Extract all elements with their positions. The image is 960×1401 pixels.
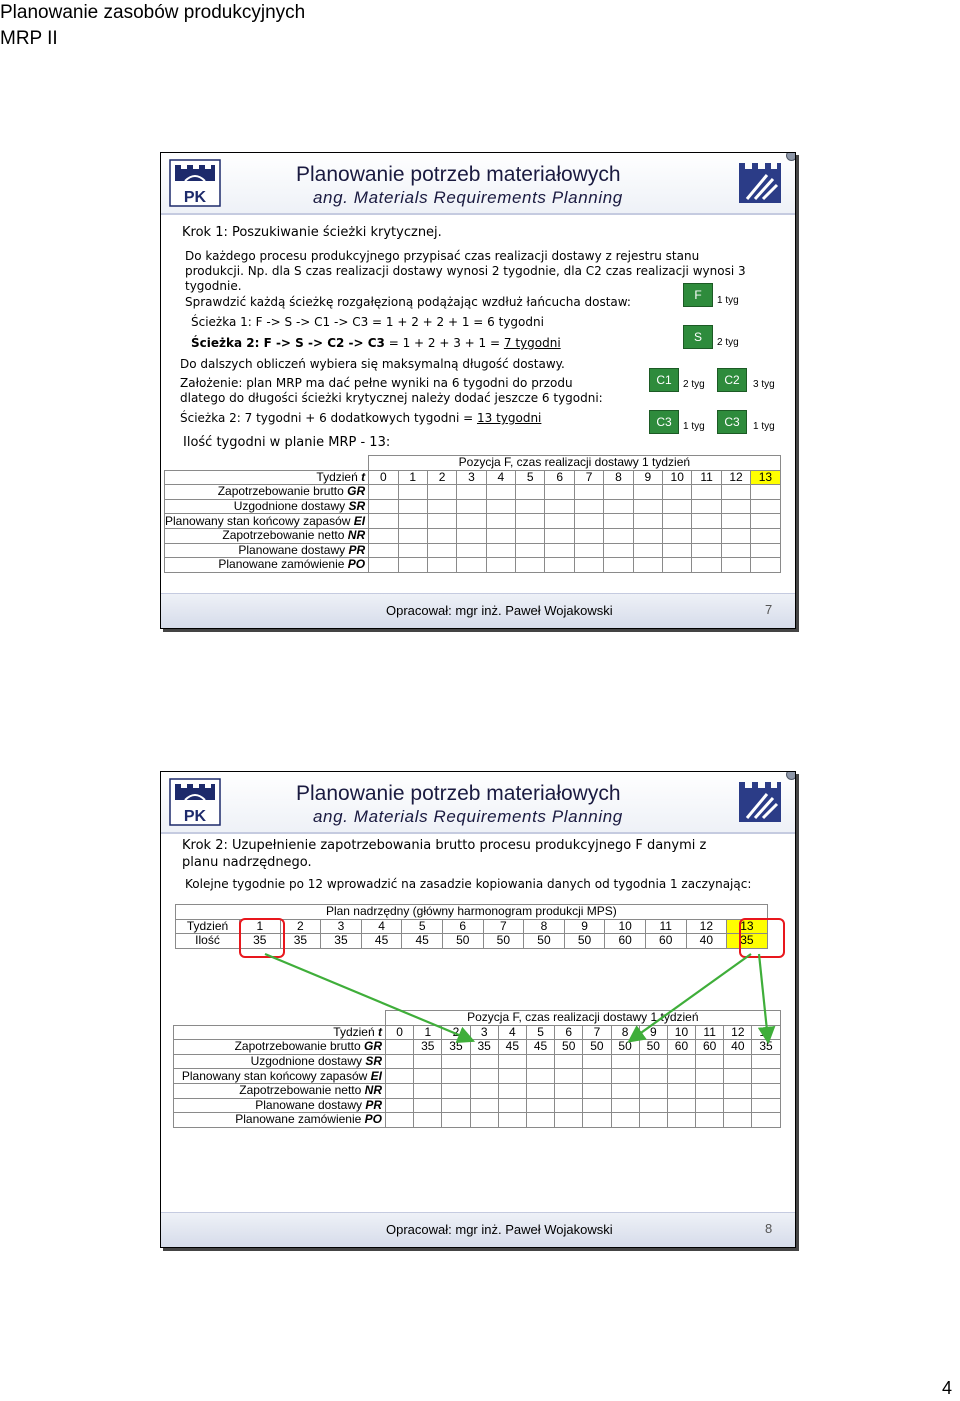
gross-cell: 50 <box>639 1040 667 1055</box>
qty-cell: 35 <box>280 934 321 949</box>
qty-cell: 35 <box>321 934 362 949</box>
slide-number: 7 <box>765 602 773 617</box>
table-row <box>165 528 781 543</box>
author-credit: Opracował: mgr inż. Paweł Wojakowski <box>386 1222 613 1237</box>
lead-time: 2 tyg <box>683 379 705 390</box>
week-cell: 1 <box>398 470 427 485</box>
week-cell: 1 <box>414 1025 442 1040</box>
table-caption: Pozycja F, czas realizacji dostawy 1 tydzień <box>369 456 780 471</box>
slide-number: 8 <box>765 1221 773 1236</box>
week-cell: 7 <box>574 470 603 485</box>
row-label: Zapotrzebowanie brutto GR <box>174 1040 386 1055</box>
qty-cell: 35 <box>240 934 281 949</box>
copy-arrow <box>631 954 751 1040</box>
lead-time: 3 tyg <box>753 379 775 390</box>
qty-cell: 50 <box>524 934 565 949</box>
path-2 <box>191 336 561 350</box>
gross-cell: 45 <box>526 1040 554 1055</box>
table-row <box>165 485 781 500</box>
qty-cell: 60 <box>645 934 686 949</box>
pk-logo-icon <box>169 159 221 207</box>
author-credit: Opracował: mgr inż. Paweł Wojakowski <box>386 603 613 618</box>
node-c3: C3 <box>717 410 747 434</box>
row-label: Tydzień <box>176 919 240 934</box>
week-cell: 8 <box>604 470 633 485</box>
svg-text:PK: PK <box>183 189 207 206</box>
paragraph-line: Kolejne tygodnie po 12 wprowadzić na zasadzie kopiowania danych od tygodnia 1 zaczynając: <box>185 877 752 891</box>
lead-time: 2 tyg <box>717 337 739 348</box>
row-label: Planowane dostawy PR <box>174 1098 386 1113</box>
gross-cell: 35 <box>752 1040 780 1055</box>
row-label: Tydzień t <box>165 470 369 485</box>
row-label: Zapotrzebowanie brutto GR <box>165 485 369 500</box>
qty-cell: 50 <box>442 934 483 949</box>
slide-footer <box>161 593 795 628</box>
gross-cell: 60 <box>667 1040 695 1055</box>
qty-cell: 50 <box>483 934 524 949</box>
week-cell-highlight: 13 <box>751 470 780 485</box>
qty-cell: 40 <box>686 934 727 949</box>
node-c2: C2 <box>717 368 747 392</box>
week-cell: 10 <box>605 919 646 934</box>
qty-cell: 50 <box>564 934 605 949</box>
node-s: S <box>683 325 713 349</box>
week-cell: 6 <box>555 1025 583 1040</box>
table-corner <box>165 456 369 471</box>
qty-cell: 45 <box>361 934 402 949</box>
castle-logo-icon <box>737 157 783 205</box>
week-cell: 4 <box>486 470 515 485</box>
week-cell: 3 <box>470 1025 498 1040</box>
row-label: Planowany stan końcowy zapasów EI <box>174 1069 386 1084</box>
row-label: Ilość <box>176 934 240 949</box>
mrp-table <box>164 455 781 573</box>
step-heading: Krok 2: Uzupełnienie zapotrzebowania brutto procesu produkcyjnego F danymi z <box>182 838 707 853</box>
week-cell: 0 <box>369 470 398 485</box>
slide-footer <box>161 1212 795 1247</box>
row-label: Planowane zamówienie PO <box>174 1113 386 1128</box>
document-header <box>0 0 305 52</box>
week-cell-highlight: 13 <box>727 919 768 934</box>
week-cell: 6 <box>545 470 574 485</box>
slide-8 <box>160 771 796 1248</box>
path-2-result: 7 tygodni <box>503 336 561 350</box>
table-row <box>165 499 781 514</box>
path-2-total <box>180 411 541 425</box>
slide-7 <box>160 152 796 629</box>
week-cell: 12 <box>721 470 750 485</box>
week-cell: 4 <box>361 919 402 934</box>
week-cell: 11 <box>696 1025 724 1040</box>
node-f: F <box>683 283 713 307</box>
row-label: Planowany stan końcowy zapasów EI <box>165 514 369 529</box>
week-cell: 5 <box>516 470 545 485</box>
slide-title: Planowanie potrzeb materiałowych <box>296 163 621 186</box>
node-c1: C1 <box>649 368 679 392</box>
table-row <box>165 470 781 485</box>
step-heading: planu nadrzędnego. <box>182 855 312 870</box>
qty-cell: 60 <box>605 934 646 949</box>
week-cell: 10 <box>663 470 692 485</box>
corner-pin-icon <box>786 152 796 161</box>
week-cell: 3 <box>321 919 362 934</box>
gross-cell: 40 <box>724 1040 752 1055</box>
row-label: Uzgodnione dostawy SR <box>174 1054 386 1069</box>
mps-caption: Plan nadrzędny (główny harmonogram produkcji MPS) <box>176 905 768 920</box>
lead-time: 1 tyg <box>753 421 775 432</box>
week-cell: 5 <box>526 1025 554 1040</box>
week-cell: 8 <box>524 919 565 934</box>
paragraph-line: Do każdego procesu produkcyjnego przypisać czas realizacji dostawy z rejestru stanu <box>185 249 700 263</box>
paragraph-line: dlatego do długości ścieżki krytycznej należy dodać jeszcze 6 tygodni: <box>180 391 603 405</box>
paragraph-line: Do dalszych obliczeń wybiera się maksymalną długość dostawy. <box>180 357 565 371</box>
gross-cell: 50 <box>555 1040 583 1055</box>
week-cell: 9 <box>564 919 605 934</box>
week-cell: 12 <box>686 919 727 934</box>
qty-cell: 45 <box>402 934 443 949</box>
qty-cell-highlight: 35 <box>727 934 768 949</box>
slide-title: Planowanie potrzeb materiałowych <box>296 782 621 805</box>
row-label: Uzgodnione dostawy SR <box>165 499 369 514</box>
row-label: Tydzień t <box>174 1025 386 1040</box>
node-c3: C3 <box>649 410 679 434</box>
week-cell: 11 <box>692 470 721 485</box>
week-cell: 12 <box>724 1025 752 1040</box>
week-cell: 7 <box>583 1025 611 1040</box>
gross-cell: 50 <box>611 1040 639 1055</box>
slide-subtitle: ang. Materials Requirements Planning <box>313 188 623 207</box>
week-cell: 13 <box>752 1025 780 1040</box>
copy-arrow <box>759 954 768 1040</box>
week-cell: 10 <box>667 1025 695 1040</box>
week-cell: 2 <box>280 919 321 934</box>
week-cell: 11 <box>645 919 686 934</box>
step-heading: Krok 1: Poszukiwanie ścieżki krytycznej. <box>182 225 442 240</box>
document-subtitle: MRP II <box>0 28 58 49</box>
copy-arrow <box>265 954 471 1040</box>
lead-time: 1 tyg <box>683 421 705 432</box>
week-cell: 6 <box>442 919 483 934</box>
row-label: Zapotrzebowanie netto NR <box>174 1083 386 1098</box>
table-caption-row <box>165 456 781 471</box>
slide-subtitle: ang. Materials Requirements Planning <box>313 807 623 826</box>
week-cell: 2 <box>442 1025 470 1040</box>
paragraph-line: produkcji. Np. dla S czas realizacji dostawy wynosi 2 tygodnie, dla C2 czas realizacji wynosi 3 <box>185 264 746 278</box>
path-2-total-text: Ścieżka 2: 7 tygodni + 6 dodatkowych tygodni = <box>180 411 477 425</box>
gross-cell: 50 <box>583 1040 611 1055</box>
gross-cell: 60 <box>696 1040 724 1055</box>
row-label: Planowane zamówienie PO <box>165 558 369 573</box>
path-1: Ścieżka 1: F -> S -> C1 -> C3 = 1 + 2 + 2 + 1 = 6 tygodni <box>191 315 544 329</box>
table-caption: Pozycja F, czas realizacji dostawy 1 tydzień <box>386 1011 781 1026</box>
week-cell: 7 <box>483 919 524 934</box>
gross-cell: 35 <box>414 1040 442 1055</box>
week-cell: 2 <box>427 470 456 485</box>
paragraph-line: Ilość tygodni w planie MRP - 13: <box>183 435 391 450</box>
table-row <box>165 558 781 573</box>
row-label: Zapotrzebowanie netto NR <box>165 528 369 543</box>
path-2-sum: = 1 + 2 + 3 + 1 = <box>384 336 504 350</box>
week-cell: 3 <box>457 470 486 485</box>
week-cell: 8 <box>611 1025 639 1040</box>
path-2-total-result: 13 tygodni <box>476 411 542 425</box>
copy-arrows <box>161 772 795 1247</box>
paragraph-line: Sprawdzić każdą ścieżkę rozgałęzioną podążając wzdłuż łańcucha dostaw: <box>185 295 631 309</box>
gross-cell: 35 <box>470 1040 498 1055</box>
paragraph-line: tygodnie. <box>185 279 242 293</box>
path-2-label: Ścieżka 2: F -> S -> C2 -> C3 <box>191 336 385 350</box>
row-label: Planowane dostawy PR <box>165 543 369 558</box>
week-cell: 1 <box>240 919 281 934</box>
week-cell: 9 <box>639 1025 667 1040</box>
gross-cell: 35 <box>442 1040 470 1055</box>
week-cell: 0 <box>386 1025 414 1040</box>
lead-time: 1 tyg <box>717 295 739 306</box>
table-row <box>165 514 781 529</box>
svg-text:PK: PK <box>183 808 207 825</box>
page-number: 4 <box>941 1378 952 1398</box>
table-row <box>165 543 781 558</box>
document-title: Planowanie zasobów produkcyjnych <box>0 2 306 23</box>
week-cell: 9 <box>633 470 662 485</box>
paragraph-line: Założenie: plan MRP ma dać pełne wyniki na 6 tygodni do przodu <box>180 376 573 390</box>
week-cell: 4 <box>498 1025 526 1040</box>
week-cell: 5 <box>402 919 443 934</box>
gross-cell: 45 <box>498 1040 526 1055</box>
